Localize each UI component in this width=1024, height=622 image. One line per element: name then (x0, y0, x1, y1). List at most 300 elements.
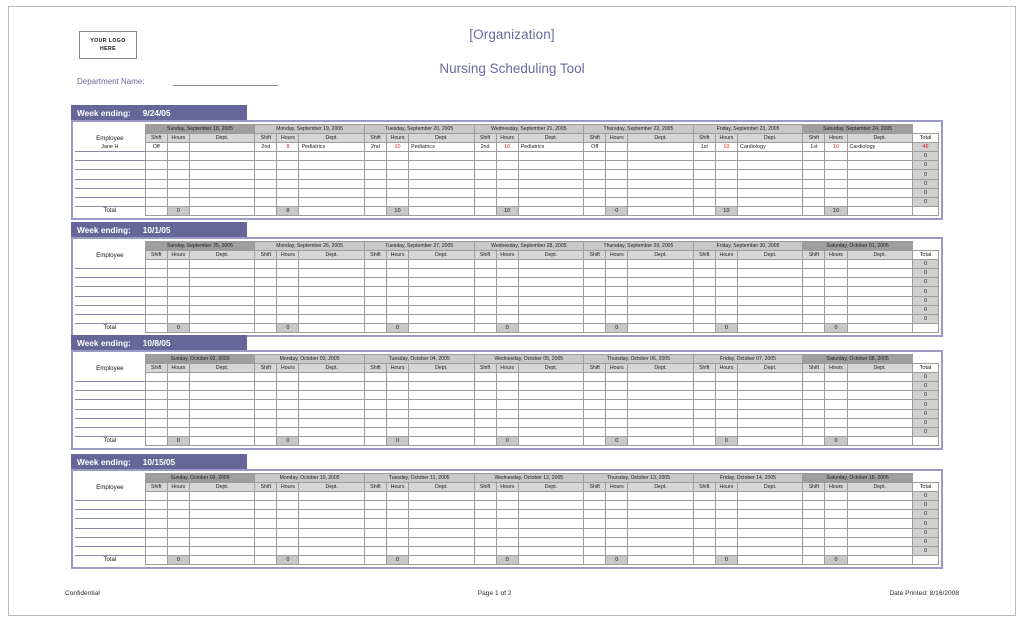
dept-cell[interactable] (518, 161, 583, 170)
dept-cell[interactable] (847, 418, 912, 427)
hours-cell[interactable] (606, 501, 628, 510)
hours-cell[interactable]: 8 (277, 143, 299, 152)
shift-cell[interactable] (145, 391, 167, 400)
shift-cell[interactable]: 2nd (474, 143, 496, 152)
hours-cell[interactable] (277, 510, 299, 519)
shift-cell[interactable] (474, 391, 496, 400)
hours-cell[interactable] (715, 409, 737, 418)
hours-cell[interactable]: 10 (387, 143, 409, 152)
dept-cell[interactable] (189, 170, 254, 179)
shift-cell[interactable] (803, 492, 825, 501)
shift-cell[interactable] (693, 501, 715, 510)
dept-cell[interactable] (847, 260, 912, 269)
shift-cell[interactable] (145, 510, 167, 519)
shift-cell[interactable] (584, 528, 606, 537)
hours-cell[interactable] (715, 197, 737, 206)
dept-cell[interactable] (299, 519, 364, 528)
hours-cell[interactable] (277, 373, 299, 382)
shift-cell[interactable] (364, 528, 386, 537)
hours-cell[interactable] (387, 188, 409, 197)
shift-cell[interactable] (693, 152, 715, 161)
hours-cell[interactable] (825, 427, 847, 436)
hours-cell[interactable] (277, 170, 299, 179)
shift-cell[interactable] (255, 418, 277, 427)
shift-cell[interactable] (693, 400, 715, 409)
shift-cell[interactable] (693, 391, 715, 400)
dept-cell[interactable] (409, 314, 474, 323)
hours-cell[interactable] (496, 510, 518, 519)
shift-cell[interactable] (474, 501, 496, 510)
hours-cell[interactable] (825, 296, 847, 305)
employee-name-cell[interactable] (75, 492, 145, 501)
hours-cell[interactable] (387, 152, 409, 161)
hours-cell[interactable] (496, 152, 518, 161)
shift-cell[interactable] (145, 519, 167, 528)
hours-cell[interactable] (167, 528, 189, 537)
dept-cell[interactable] (847, 528, 912, 537)
hours-cell[interactable] (387, 400, 409, 409)
employee-name-cell[interactable] (75, 152, 145, 161)
employee-name-cell[interactable] (75, 296, 145, 305)
shift-cell[interactable] (474, 278, 496, 287)
shift-cell[interactable] (474, 492, 496, 501)
dept-cell[interactable] (737, 537, 802, 546)
hours-cell[interactable] (167, 260, 189, 269)
shift-cell[interactable] (803, 188, 825, 197)
shift-cell[interactable] (803, 510, 825, 519)
dept-cell[interactable] (628, 418, 693, 427)
shift-cell[interactable] (584, 260, 606, 269)
shift-cell[interactable] (364, 188, 386, 197)
shift-cell[interactable] (584, 287, 606, 296)
hours-cell[interactable] (277, 188, 299, 197)
shift-cell[interactable] (255, 427, 277, 436)
dept-cell[interactable] (518, 510, 583, 519)
dept-cell[interactable] (189, 260, 254, 269)
hours-cell[interactable] (715, 170, 737, 179)
dept-cell[interactable] (409, 287, 474, 296)
hours-cell[interactable] (167, 170, 189, 179)
shift-cell[interactable] (803, 546, 825, 555)
dept-cell[interactable] (847, 170, 912, 179)
hours-cell[interactable] (825, 314, 847, 323)
shift-cell[interactable] (803, 418, 825, 427)
shift-cell[interactable] (255, 305, 277, 314)
dept-cell[interactable] (409, 170, 474, 179)
dept-cell[interactable] (847, 546, 912, 555)
hours-cell[interactable] (496, 400, 518, 409)
shift-cell[interactable] (255, 278, 277, 287)
hours-cell[interactable] (496, 197, 518, 206)
hours-cell[interactable] (825, 492, 847, 501)
hours-cell[interactable] (715, 278, 737, 287)
hours-cell[interactable] (715, 373, 737, 382)
shift-cell[interactable] (474, 296, 496, 305)
dept-cell[interactable] (409, 373, 474, 382)
dept-cell[interactable] (847, 161, 912, 170)
shift-cell[interactable]: 1st (693, 143, 715, 152)
shift-cell[interactable] (145, 400, 167, 409)
shift-cell[interactable] (255, 260, 277, 269)
hours-cell[interactable] (277, 382, 299, 391)
dept-cell[interactable] (518, 528, 583, 537)
shift-cell[interactable] (255, 519, 277, 528)
hours-cell[interactable] (277, 179, 299, 188)
hours-cell[interactable] (715, 305, 737, 314)
dept-cell[interactable] (737, 546, 802, 555)
hours-cell[interactable] (277, 501, 299, 510)
dept-cell[interactable] (189, 409, 254, 418)
dept-cell[interactable] (189, 418, 254, 427)
hours-cell[interactable] (606, 528, 628, 537)
dept-cell[interactable] (737, 170, 802, 179)
dept-cell[interactable] (299, 382, 364, 391)
shift-cell[interactable] (474, 188, 496, 197)
dept-cell[interactable]: Cardiology (847, 143, 912, 152)
shift-cell[interactable] (474, 314, 496, 323)
dept-cell[interactable] (189, 305, 254, 314)
shift-cell[interactable] (255, 382, 277, 391)
dept-cell[interactable] (628, 492, 693, 501)
hours-cell[interactable] (606, 179, 628, 188)
dept-cell[interactable] (299, 373, 364, 382)
hours-cell[interactable] (606, 382, 628, 391)
shift-cell[interactable] (255, 296, 277, 305)
shift-cell[interactable] (803, 179, 825, 188)
dept-cell[interactable] (299, 546, 364, 555)
hours-cell[interactable] (167, 427, 189, 436)
hours-cell[interactable] (606, 314, 628, 323)
shift-cell[interactable] (255, 391, 277, 400)
hours-cell[interactable] (715, 492, 737, 501)
hours-cell[interactable] (496, 519, 518, 528)
shift-cell[interactable] (255, 188, 277, 197)
dept-cell[interactable] (299, 400, 364, 409)
shift-cell[interactable] (364, 260, 386, 269)
hours-cell[interactable] (167, 278, 189, 287)
hours-cell[interactable] (496, 260, 518, 269)
hours-cell[interactable] (167, 546, 189, 555)
dept-cell[interactable] (628, 546, 693, 555)
hours-cell[interactable] (496, 418, 518, 427)
dept-cell[interactable] (737, 179, 802, 188)
hours-cell[interactable] (387, 373, 409, 382)
dept-cell[interactable] (299, 269, 364, 278)
dept-cell[interactable] (518, 427, 583, 436)
dept-cell[interactable] (847, 510, 912, 519)
hours-cell[interactable] (825, 510, 847, 519)
shift-cell[interactable] (255, 537, 277, 546)
hours-cell[interactable] (167, 197, 189, 206)
shift-cell[interactable] (145, 314, 167, 323)
dept-cell[interactable] (409, 519, 474, 528)
hours-cell[interactable] (606, 197, 628, 206)
dept-cell[interactable] (409, 427, 474, 436)
shift-cell[interactable] (803, 427, 825, 436)
hours-cell[interactable] (825, 382, 847, 391)
hours-cell[interactable] (167, 296, 189, 305)
shift-cell[interactable] (803, 296, 825, 305)
hours-cell[interactable] (277, 260, 299, 269)
dept-cell[interactable] (518, 537, 583, 546)
dept-cell[interactable] (299, 278, 364, 287)
shift-cell[interactable] (803, 260, 825, 269)
hours-cell[interactable] (167, 373, 189, 382)
dept-cell[interactable] (409, 305, 474, 314)
employee-name-cell[interactable]: Jane H (75, 143, 145, 152)
dept-cell[interactable] (518, 287, 583, 296)
dept-cell[interactable] (189, 528, 254, 537)
hours-cell[interactable] (167, 409, 189, 418)
shift-cell[interactable] (364, 537, 386, 546)
shift-cell[interactable] (255, 314, 277, 323)
hours-cell[interactable] (167, 382, 189, 391)
shift-cell[interactable] (474, 179, 496, 188)
hours-cell[interactable] (387, 382, 409, 391)
dept-cell[interactable] (299, 152, 364, 161)
dept-cell[interactable] (189, 143, 254, 152)
hours-cell[interactable] (387, 161, 409, 170)
shift-cell[interactable] (364, 391, 386, 400)
hours-cell[interactable] (825, 287, 847, 296)
dept-cell[interactable] (189, 510, 254, 519)
shift-cell[interactable] (584, 537, 606, 546)
dept-cell[interactable] (737, 373, 802, 382)
shift-cell[interactable] (584, 382, 606, 391)
hours-cell[interactable] (277, 287, 299, 296)
shift-cell[interactable] (255, 510, 277, 519)
shift-cell[interactable] (255, 287, 277, 296)
hours-cell[interactable] (167, 400, 189, 409)
dept-cell[interactable] (628, 510, 693, 519)
shift-cell[interactable] (474, 409, 496, 418)
hours-cell[interactable] (496, 409, 518, 418)
dept-cell[interactable] (737, 492, 802, 501)
dept-cell[interactable] (628, 400, 693, 409)
hours-cell[interactable] (825, 519, 847, 528)
employee-name-cell[interactable] (75, 409, 145, 418)
dept-cell[interactable] (847, 501, 912, 510)
dept-cell[interactable] (628, 197, 693, 206)
shift-cell[interactable] (255, 373, 277, 382)
hours-cell[interactable] (277, 314, 299, 323)
hours-cell[interactable] (387, 519, 409, 528)
shift-cell[interactable]: Off (145, 143, 167, 152)
hours-cell[interactable] (387, 197, 409, 206)
hours-cell[interactable]: 10 (715, 143, 737, 152)
shift-cell[interactable] (145, 546, 167, 555)
hours-cell[interactable] (387, 537, 409, 546)
shift-cell[interactable] (693, 305, 715, 314)
dept-cell[interactable]: Cardiology (737, 143, 802, 152)
hours-cell[interactable] (167, 537, 189, 546)
shift-cell[interactable] (145, 427, 167, 436)
shift-cell[interactable] (693, 528, 715, 537)
shift-cell[interactable] (474, 152, 496, 161)
shift-cell[interactable] (364, 197, 386, 206)
employee-name-cell[interactable] (75, 427, 145, 436)
dept-cell[interactable] (299, 391, 364, 400)
dept-cell[interactable] (299, 409, 364, 418)
dept-cell[interactable] (847, 492, 912, 501)
shift-cell[interactable] (364, 170, 386, 179)
dept-cell[interactable] (299, 305, 364, 314)
dept-cell[interactable] (847, 296, 912, 305)
hours-cell[interactable] (715, 260, 737, 269)
dept-cell[interactable] (737, 152, 802, 161)
hours-cell[interactable] (715, 400, 737, 409)
dept-cell[interactable] (518, 188, 583, 197)
shift-cell[interactable] (255, 269, 277, 278)
hours-cell[interactable] (277, 492, 299, 501)
shift-cell[interactable] (145, 382, 167, 391)
hours-cell[interactable] (277, 391, 299, 400)
hours-cell[interactable] (277, 278, 299, 287)
employee-name-cell[interactable] (75, 391, 145, 400)
hours-cell[interactable] (715, 179, 737, 188)
hours-cell[interactable] (387, 546, 409, 555)
dept-cell[interactable] (189, 278, 254, 287)
hours-cell[interactable] (606, 152, 628, 161)
hours-cell[interactable] (715, 269, 737, 278)
shift-cell[interactable] (255, 400, 277, 409)
hours-cell[interactable] (167, 179, 189, 188)
dept-cell[interactable] (847, 400, 912, 409)
hours-cell[interactable] (167, 492, 189, 501)
dept-cell[interactable] (409, 492, 474, 501)
shift-cell[interactable] (474, 537, 496, 546)
hours-cell[interactable] (277, 528, 299, 537)
hours-cell[interactable] (715, 161, 737, 170)
shift-cell[interactable] (693, 260, 715, 269)
hours-cell[interactable] (277, 269, 299, 278)
hours-cell[interactable] (715, 287, 737, 296)
dept-cell[interactable] (847, 314, 912, 323)
dept-cell[interactable] (189, 492, 254, 501)
employee-name-cell[interactable] (75, 170, 145, 179)
hours-cell[interactable] (167, 314, 189, 323)
dept-cell[interactable] (299, 418, 364, 427)
hours-cell[interactable] (825, 391, 847, 400)
shift-cell[interactable] (584, 519, 606, 528)
shift-cell[interactable] (474, 260, 496, 269)
shift-cell[interactable] (584, 400, 606, 409)
shift-cell[interactable]: 1st (803, 143, 825, 152)
dept-cell[interactable] (518, 260, 583, 269)
shift-cell[interactable] (364, 161, 386, 170)
dept-cell[interactable] (628, 260, 693, 269)
hours-cell[interactable] (387, 269, 409, 278)
shift-cell[interactable] (693, 197, 715, 206)
shift-cell[interactable] (364, 427, 386, 436)
hours-cell[interactable] (387, 296, 409, 305)
employee-name-cell[interactable] (75, 519, 145, 528)
dept-cell[interactable] (518, 296, 583, 305)
hours-cell[interactable] (167, 305, 189, 314)
shift-cell[interactable] (584, 188, 606, 197)
hours-cell[interactable] (277, 296, 299, 305)
dept-cell[interactable] (299, 528, 364, 537)
dept-cell[interactable] (737, 260, 802, 269)
employee-name-cell[interactable] (75, 305, 145, 314)
dept-cell[interactable] (737, 314, 802, 323)
hours-cell[interactable] (825, 179, 847, 188)
hours-cell[interactable] (715, 519, 737, 528)
dept-cell[interactable] (737, 287, 802, 296)
hours-cell[interactable] (167, 510, 189, 519)
hours-cell[interactable] (825, 373, 847, 382)
shift-cell[interactable] (693, 188, 715, 197)
dept-cell[interactable] (628, 278, 693, 287)
dept-cell[interactable] (847, 287, 912, 296)
hours-cell[interactable] (606, 400, 628, 409)
dept-cell[interactable] (299, 188, 364, 197)
shift-cell[interactable] (803, 373, 825, 382)
dept-cell[interactable] (628, 501, 693, 510)
dept-cell[interactable] (409, 152, 474, 161)
shift-cell[interactable] (803, 278, 825, 287)
shift-cell[interactable] (693, 427, 715, 436)
shift-cell[interactable] (803, 305, 825, 314)
employee-name-cell[interactable] (75, 314, 145, 323)
shift-cell[interactable] (364, 501, 386, 510)
dept-cell[interactable] (518, 418, 583, 427)
shift-cell[interactable] (474, 373, 496, 382)
hours-cell[interactable] (825, 197, 847, 206)
shift-cell[interactable] (145, 528, 167, 537)
shift-cell[interactable] (693, 409, 715, 418)
hours-cell[interactable] (496, 537, 518, 546)
dept-cell[interactable] (409, 546, 474, 555)
dept-cell[interactable] (189, 152, 254, 161)
dept-cell[interactable] (409, 278, 474, 287)
dept-cell[interactable] (628, 528, 693, 537)
dept-cell[interactable] (189, 188, 254, 197)
dept-cell[interactable] (737, 296, 802, 305)
shift-cell[interactable] (474, 170, 496, 179)
hours-cell[interactable] (715, 296, 737, 305)
dept-cell[interactable] (189, 427, 254, 436)
hours-cell[interactable]: 10 (496, 143, 518, 152)
employee-name-cell[interactable] (75, 418, 145, 427)
dept-cell[interactable]: Pediatrics (409, 143, 474, 152)
shift-cell[interactable] (584, 278, 606, 287)
hours-cell[interactable] (715, 427, 737, 436)
dept-cell[interactable] (518, 269, 583, 278)
hours-cell[interactable] (387, 501, 409, 510)
hours-cell[interactable] (167, 269, 189, 278)
hours-cell[interactable] (277, 418, 299, 427)
hours-cell[interactable] (387, 510, 409, 519)
hours-cell[interactable] (496, 528, 518, 537)
shift-cell[interactable] (693, 296, 715, 305)
shift-cell[interactable] (474, 305, 496, 314)
department-name-input[interactable] (173, 76, 278, 86)
employee-name-cell[interactable] (75, 537, 145, 546)
hours-cell[interactable] (387, 427, 409, 436)
hours-cell[interactable] (167, 161, 189, 170)
shift-cell[interactable] (474, 197, 496, 206)
shift-cell[interactable] (803, 152, 825, 161)
shift-cell[interactable] (584, 427, 606, 436)
shift-cell[interactable] (693, 537, 715, 546)
hours-cell[interactable] (606, 161, 628, 170)
dept-cell[interactable] (518, 305, 583, 314)
hours-cell[interactable] (387, 170, 409, 179)
shift-cell[interactable] (145, 269, 167, 278)
dept-cell[interactable] (409, 510, 474, 519)
shift-cell[interactable] (474, 400, 496, 409)
